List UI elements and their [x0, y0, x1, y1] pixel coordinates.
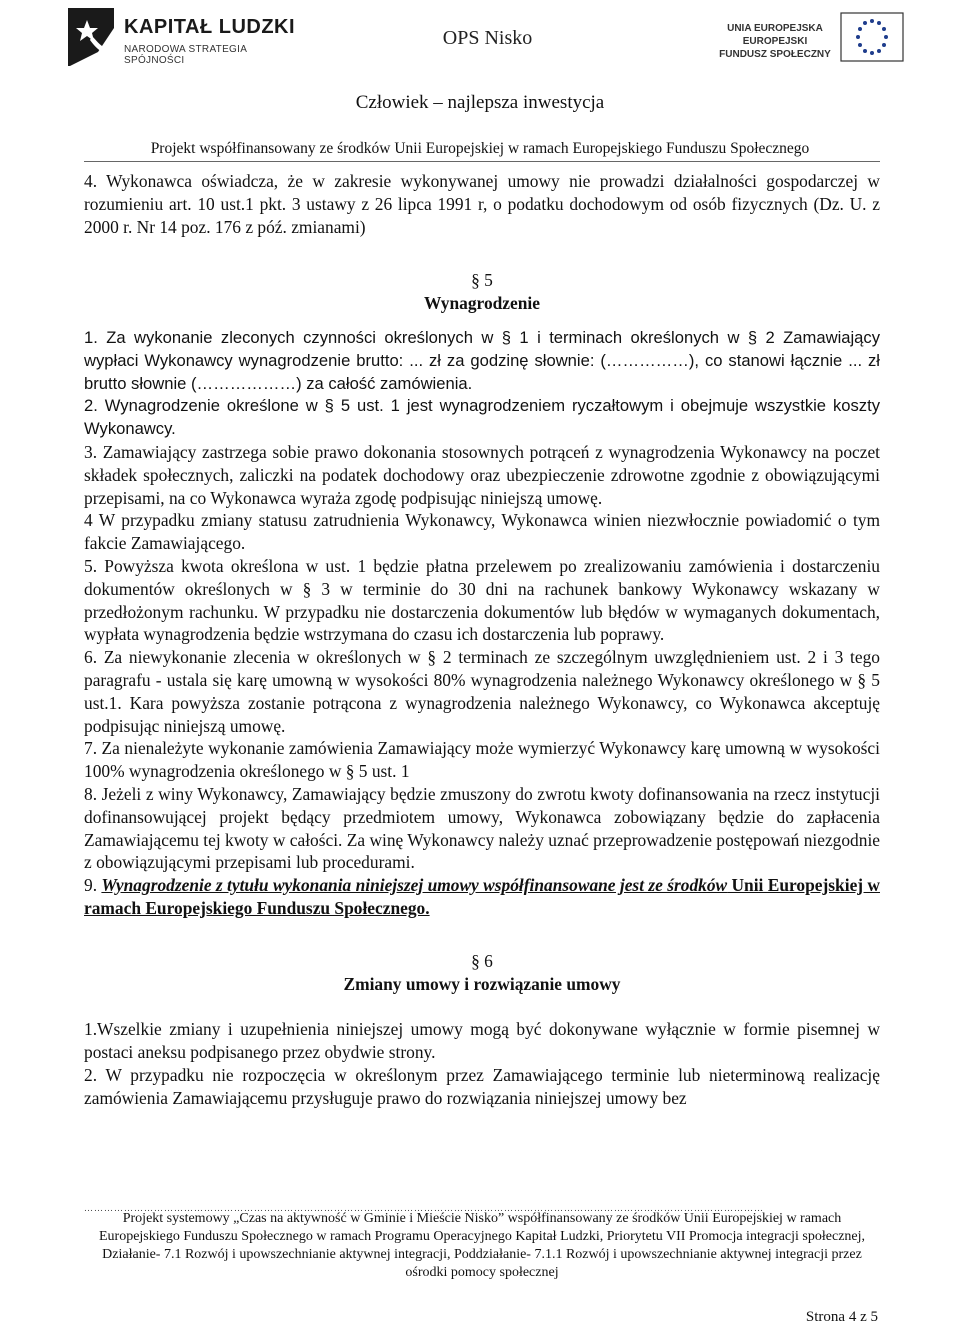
section-5-item-3: 3. Zamawiający zastrzega sobie prawo dokonania stosownych potrąceń z wynagrodzenia Wykonawcy na poczet składek społecznych, zaliczki na podatek dochodowy oraz ubezpieczenie zdrowotne zgodnie z obowiązującymi przepisami, na co Wykonawca wyraża zgodę podpisując niniejszą umowę. [84, 441, 880, 508]
logo-title: KAPITAŁ LUDZKI [124, 16, 296, 38]
motto: Człowiek – najlepsza inwestycja [355, 92, 605, 113]
section-5-item-6: 6. Za niewykonanie zlecenia w określonych w § 2 terminach ze szczególnym uwzględnieniem ust. 2 i 3 tego paragrafu - ustala się karę umowną w wysokości 80% wynagrodzenia należnego Wykonawcy określonego w § 5 ust.1. Kara powyższa zostanie potrącona z wynagrodzenia należnego Wykonawcy, co Wykonawca akceptuję podpisując niniejszą umowę. [84, 647, 880, 736]
section-5-item-2: 2. Wynagrodzenie określone w § 5 ust. 1 jest wynagrodzeniem ryczałtowym i obejmuje wszystkie koszty Wykonawcy. [84, 396, 880, 439]
cofinancing-line: Projekt współfinansowany ze środków Unii Europejskiej w ramach Europejskiego Funduszu Społecznego [150, 140, 810, 157]
document-body [84, 170, 880, 1109]
logo-subtitle: NARODOWA STRATEGIA SPÓJNOŚCI [124, 44, 247, 66]
section-6-item-2: 2. W przypadku nie rozpoczęcia w określonym przez Zamawiającego terminie lub nieterminową realizację zamówienia Zamawiającemu przysługuje prawo do rozwiązania niniejszej umowy bez [84, 1064, 880, 1108]
footer-dotted-line: …………………………………………………………………………………………………………………………………………………………………………………… [84, 1203, 764, 1213]
paragraph-4: 4. Wykonawca oświadcza, że w zakresie wykonywanej umowy nie prowadzi działalności gospodarczej w rozumieniu art. 10 ust.1 pkt. 3 ustawy z 26 lipca 1991 r, o podatku dochodowym od osób fizycznych (Dz. U. z 2000 r. Nr 14 poz. 176 z póź. zmianami) [84, 171, 880, 237]
kapital-ludzki-logo [62, 6, 302, 70]
section-5-item-9 [84, 874, 880, 920]
eu-flag-icon [840, 12, 904, 62]
header-divider [84, 161, 880, 162]
eu-logo-line1: UNIA EUROPEJSKA [727, 23, 823, 34]
section-6-title: Zmiany umowy i rozwiązanie umowy [343, 973, 621, 994]
page-header [0, 0, 960, 165]
section-6-number: § 6 [471, 950, 493, 971]
organization-name: OPS Nisko [442, 27, 533, 49]
page-number: Strona 4 z 5 [805, 1309, 878, 1325]
item-9-bold-text: Unii Europejskiej w ramach Europejskiego Funduszu Społecznego. [84, 875, 880, 918]
item-9-number: 9. [84, 875, 102, 896]
section-5-item-7: 7. Za nienależyte wykonanie zamówienia Zamawiający może wymierzyć Wykonawcy karę umowną w wysokości 100% wynagrodzenia określonego w § 5 ust. 1 [84, 738, 880, 782]
section-5-item-5: 5. Powyższa kwota określona w ust. 1 będzie płatna przelewem po zrealizowaniu zamówienia i dostarczeniu dokumentów określonych w § 3 w terminie do 30 dni na rachunek bankowy Wykonawcy wskazany w przedłożonym rachunku. W przypadku nie dostarczenia dokumentów lub błędów w wymaganych dokumentach, wypłata wynagrodzenia będzie wstrzymana do czasu ich dostarczenia lub poprawy. [84, 555, 880, 645]
footer-text: Projekt systemowy „Czas na aktywność w Gminie i Mieście Nisko” współfinansowany ze środków Unii Europejskiej w ramach Europejskiego Funduszu Społecznego w ramach Programu Operacyjnego Kapitał Ludzki, Priorytetu VII Promocja integracji społecznej, Działanie- 7.1 Rozwój i upowszechnianie aktywnej integracji, Poddziałanie- 7.1.1 Rozwój i upowszechnianie aktywnej integracji przez ośrodki pomocy społecznej [98, 1211, 866, 1280]
eu-logo-text [715, 22, 835, 61]
eu-logo-line2: EUROPEJSKI [742, 36, 808, 47]
eu-logo-line3: FUNDUSZ SPOŁECZNY [719, 49, 831, 60]
item-9-italic-text: Wynagrodzenie z tytułu wykonania niniejszej umowy współfinansowane jest ze środków [101, 875, 728, 896]
section-5-item-1: 1. Za wykonanie zleconych czynności określonych w § 1 i terminach określonych w § 2 Zamawiający wypłaci Wykonawcy wynagrodzenie brutto: ... zł za godzinę słownie: (……………), co stanowi łącznie ... zł brutto słownie (………………) za całość zamówienia. [84, 327, 880, 393]
star-figure-icon [62, 6, 120, 68]
section-5-number: § 5 [471, 270, 493, 291]
section-5-title: Wynagrodzenie [424, 293, 540, 314]
section-5-item-4: 4 W przypadku zmiany statusu zatrudnienia Wykonawcy, Wykonawca winien niezwłocznie powiadomić o tym fakcie Zamawiającego. [84, 510, 880, 554]
section-5-item-8: 8. Jeżeli z winy Wykonawcy, Zamawiający będzie zmuszony do zwrotu kwoty dofinansowania na rzecz instytucji dofinansowującej projekt będący przedmiotem umowy, Wykonawca zobowiązany będzie do zapłacenia Zamawiającemu tej kwoty w całości. Za winę Wykonawcy należy uznać przeprowadzenie postępowań niezgodnie z obowiązującymi przepisami lub procedurami. [84, 783, 880, 873]
section-6-item-1: 1.Wszelkie zmiany i uzupełnienia niniejszej umowy mogą być dokonywane wyłącznie w formie pisemnej w postaci aneksu podpisanego przez obydwie strony. [84, 1019, 880, 1063]
eu-logo [715, 6, 915, 70]
